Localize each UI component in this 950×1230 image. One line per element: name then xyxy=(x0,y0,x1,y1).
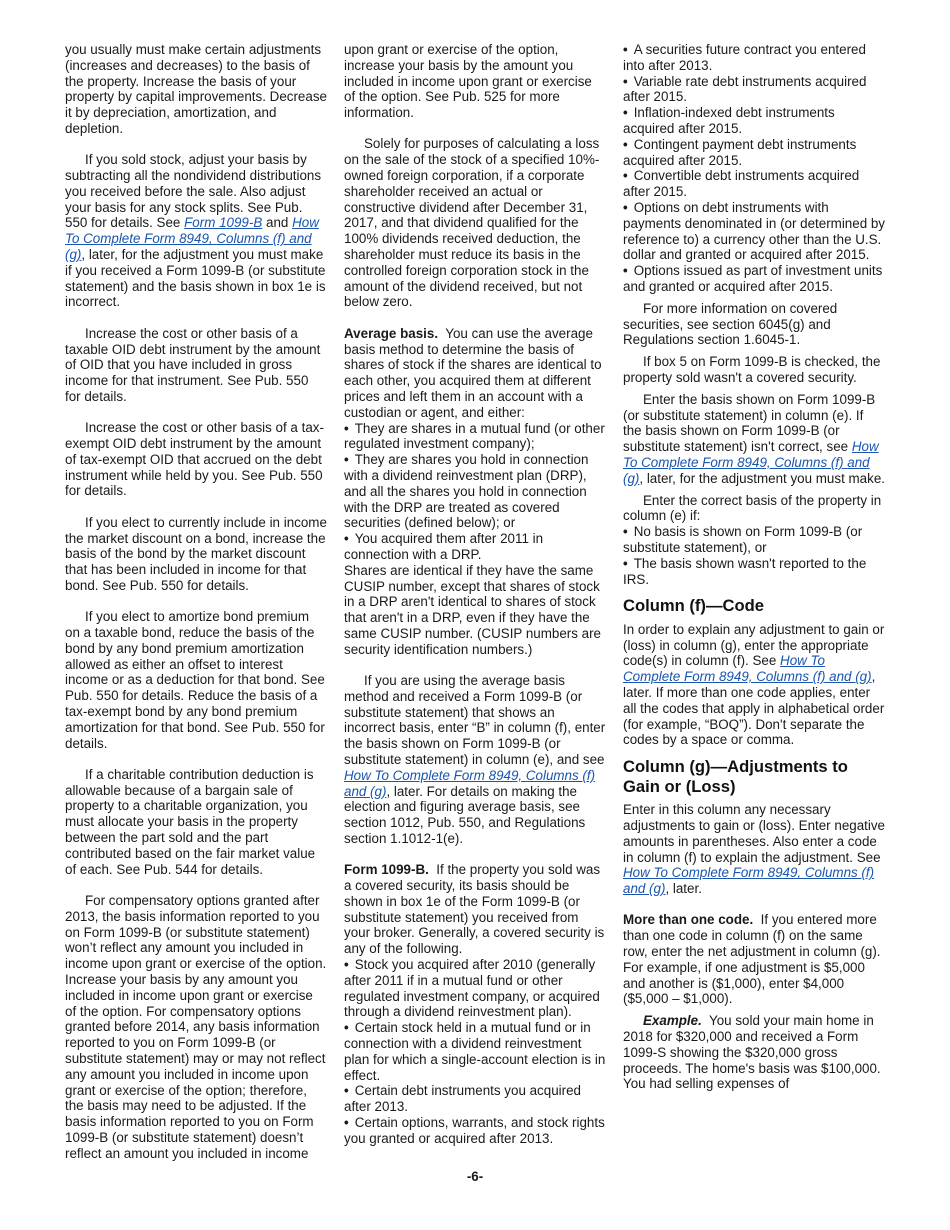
list-item: • Stock you acquired after 2010 (generally after 2011 if in a mutual fund or other regulated investment company, or acquired through a dividend reinvestment plan). xyxy=(344,957,606,1020)
column-2 xyxy=(344,42,606,1147)
heading-average-basis: Average basis. xyxy=(344,325,439,341)
list-item: • Certain debt instruments you acquired after 2013. xyxy=(344,1083,606,1115)
paragraph: Increase the cost or other basis of a tax-exempt OID debt instrument by the amount of tax-exempt OID that accrued on the debt instrument while held by you. See Pub. 550 for details. xyxy=(65,420,324,499)
list-item: • Contingent payment debt instruments acquired after 2015. xyxy=(623,137,885,169)
list-item: • Certain options, warrants, and stock rights you granted or acquired after 2013. xyxy=(344,1115,606,1147)
list-item: • The basis shown wasn't reported to the IRS. xyxy=(623,556,885,588)
paragraph-average-basis: Average basis. You can use the average basis method to determine the basis of shares of stock if the shares are identical to each other, you acquired them at different prices and left them in an account with a custodian or agent, and either: xyxy=(344,325,602,420)
paragraph-incorrect-basis: If you are using the average basis method and received a Form 1099-B (or substitute statement) that shows an incorrect basis, enter “B” in column (f), enter the basis shown on Form 1099-B (or substitute statement) in column (e), and see How To Complete Form 8949, Columns (f) and (g), later. For details on making the election and figuring average basis, see section 1012, Pub. 550, and Regulations section 1.1012-1(e). xyxy=(344,672,606,846)
list-item: • They are shares you hold in connection with a dividend reinvestment plan (DRP), and all the shares you hold in connection with the DRP are treated as covered securities (defined below); or xyxy=(344,452,606,531)
paragraph-more-than-one-code: More than one code. If you entered more than one code in column (f) on the same row, enter the net adjustment in column (g). For example, if one adjustment is $5,000 and another is ($1,000), enter $4,000 ($5,000 – $1,000). xyxy=(623,912,881,1007)
heading-example: Example. xyxy=(643,1013,702,1029)
list-item: • You acquired them after 2011 in connection with a DRP. xyxy=(344,531,606,563)
paragraph: you usually must make certain adjustments (increases and decreases) to the basis of the property. Increase the basis of your property by capital improvements. Decrease it by depreciation, amortization, and depletion. xyxy=(65,42,327,136)
paragraph: If a charitable contribution deduction is allowable because of a bargain sale of property to a charitable organization, you must allocate your basis in the property between the part sold and the part contributed based on the fair market value of each. See Pub. 544 for details. xyxy=(65,766,316,877)
heading-form-1099b: Form 1099-B. xyxy=(344,862,429,878)
list-item: • Variable rate debt instruments acquired after 2015. xyxy=(623,74,885,106)
paragraph-basis-shown: Enter the basis shown on Form 1099-B (or substitute statement) in column (e). If the basis shown on Form 1099-B (or substitute statement) isn't correct, see How To Complete Form 8949, Columns (f) and (g), later, for the adjustment you must make. xyxy=(623,391,885,486)
link-how-to-complete-8949[interactable]: How To Complete Form 8949, Columns (f) and (g) xyxy=(344,767,596,799)
paragraph-stock-adjust: If you sold stock, adjust your basis by subtracting all the nondividend distributions you received before the sale. Also adjust your basis for any stock splits. See Pub. 550 for details. See Form 1099-B and How To Complete Form 8949, Columns (f) and (g), later, for the adjustment you must make if you received a Form 1099-B (or substitute statement) and the basis shown in box 1e is incorrect. xyxy=(65,152,326,310)
link-how-to-complete-8949[interactable]: How To Complete Form 8949, Columns (f) and (g) xyxy=(623,865,875,897)
paragraph-adjustments: Enter in this column any necessary adjustments to gain or (loss). Enter negative amounts in parentheses. Also enter a code in column (f) to explain the adjustment. See How To Complete Form 8949, Columns (f) and (g), later. xyxy=(623,802,885,897)
paragraph: For more information on covered securities, see section 6045(g) and Regulations section 1.6045-1. xyxy=(623,300,838,348)
link-how-to-complete-8949[interactable]: How To Complete Form 8949, Columns (f) and (g) xyxy=(65,215,319,263)
link-how-to-complete-8949[interactable]: How To Complete Form 8949, Columns (f) and (g) xyxy=(623,439,879,486)
list-item: • They are shares in a mutual fund (or other regulated investment company); xyxy=(344,421,606,453)
paragraph: If box 5 on Form 1099-B is checked, the property sold wasn't a covered security. xyxy=(623,354,881,385)
heading-column-g-adjustments: Column (g)—Adjustments to Gain or (Loss) xyxy=(623,757,848,796)
paragraph-example: Example. You sold your main home in 2018 for $320,000 and received a Form 1099-S showing the $320,000 gross proceeds. The home's basis was $100,000. You had selling expenses of xyxy=(623,1013,881,1092)
paragraph: If you elect to currently include in income the market discount on a bond, increase the basis of the bond by the market discount that has been included in income for that bond. See Pub. 550 for details. xyxy=(65,514,327,593)
list-item: • Inflation-indexed debt instruments acquired after 2015. xyxy=(623,105,885,137)
list-item: • Options on debt instruments with payments denominated in (or determined by reference to) a currency other than the U.S. dollar and granted or acquired after 2015. xyxy=(623,200,885,263)
heading-more-than-one-code: More than one code. xyxy=(623,912,754,928)
list-item: • A securities future contract you entered into after 2013. xyxy=(623,42,885,74)
paragraph: Shares are identical if they have the same CUSIP number, except that shares of stock in a DRP aren't identical to shares of stock that aren't in a DRP, even if they have the same CUSIP number. (CUSIP numbers are security identification numbers.) xyxy=(344,562,602,657)
link-how-to-complete-8949[interactable]: How To Complete Form 8949, Columns (f) and (g) xyxy=(623,653,872,685)
paragraph: Increase the cost or other basis of a taxable OID debt instrument by the amount of OID that you have included in gross income for that instrument. See Pub. 550 for details. xyxy=(65,325,321,404)
paragraph: Enter the correct basis of the property in column (e) if: xyxy=(623,492,882,524)
paragraph: For compensatory options granted after 2013, the basis information reported to you on Form 1099-B (or substitute statement) won’t reflect any amount you included in income upon grant or exercise of the option. Increase your basis by any amount you included in income upon grant or exercise of the option. For compensatory options granted before 2014, any basis information reported to you on Form 1099-B (or substitute statement) may or may not reflect any amount you included in income upon grant or exercise of the option; therefore, the basis may need to be adjusted. If the basis information reported to you on Form 1099-B (or substitute statement) doesn’t reflect an amount you included in income xyxy=(65,892,327,1161)
list-item: • Options issued as part of investment units and granted or acquired after 2015. xyxy=(623,263,885,295)
paragraph: If you elect to amortize bond premium on a taxable bond, reduce the basis of the bond by any bond premium amortization allowed as either an offset to interest income or as a deduction for that bond. See Pub. 550 for details. Reduce the basis of a tax-exempt bond by any bond premium amortization for that bond. See Pub. 550 for details. xyxy=(65,609,325,751)
paragraph-code: In order to explain any adjustment to gain or (loss) in column (g), enter the appropriate code(s) in column (f). See How To Complete Form 8949, Columns (f) and (g), later. If more than one code applies, enter all the codes that apply in alphabetical order (for example, “BOQ”). Don't separate the codes by a space or comma. xyxy=(623,621,885,748)
column-3 xyxy=(623,42,885,1092)
page-number: -6- xyxy=(466,1169,484,1184)
column-1 xyxy=(65,42,327,1162)
list-item: • No basis is shown on Form 1099-B (or substitute statement), or xyxy=(623,524,885,556)
list-item: • Convertible debt instruments acquired after 2015. xyxy=(623,168,885,200)
list-item: • Certain stock held in a mutual fund or in connection with a dividend reinvestment plan for which a single-account election is in effect. xyxy=(344,1020,606,1083)
link-form-1099b[interactable]: Form 1099-B xyxy=(184,215,263,231)
heading-column-f-code: Column (f)—Code xyxy=(623,596,765,616)
paragraph: Solely for purposes of calculating a loss on the sale of the stock of a specified 10%-owned foreign corporation, if a corporate shareholder received an actual or constructive dividend after December 31, 2017, and that dividend qualified for the 100% dividends received deduction, the shareholder must reduce its basis in the controlled foreign corporation stock in the amount of the dividend received, but not below zero. xyxy=(344,136,600,310)
paragraph: upon grant or exercise of the option, increase your basis by the amount you included in income upon grant or exercise of the option. See Pub. 525 for more information. xyxy=(344,42,592,121)
paragraph-form-1099b: Form 1099-B. If the property you sold was a covered security, its basis should be shown in box 1e of the Form 1099-B (or substitute statement) you received from your broker. Generally, a covered security is any of the following. xyxy=(344,862,605,957)
